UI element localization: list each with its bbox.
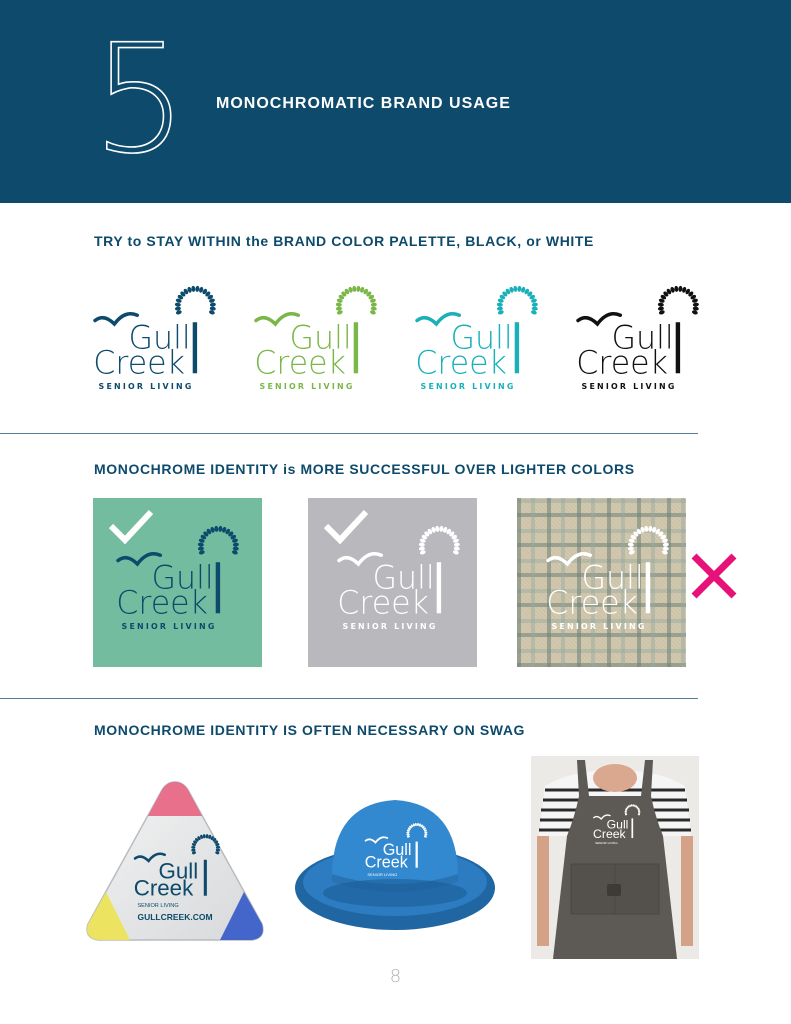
logo-word-creek: Creek bbox=[364, 853, 408, 872]
header-band bbox=[0, 0, 791, 203]
logo-word-creek: Creek bbox=[116, 585, 208, 622]
logo-on-gray bbox=[332, 520, 472, 650]
logo-teal bbox=[410, 280, 550, 410]
logo-word-creek: Creek bbox=[254, 345, 346, 382]
logo-tagline: SENIOR LIVING bbox=[551, 622, 647, 632]
highlighter-url: GULLCREEK.COM bbox=[137, 912, 213, 922]
example-gray-background bbox=[308, 498, 477, 667]
logo-word-creek: Creek bbox=[546, 585, 638, 622]
logo-word-gull: Gull bbox=[289, 320, 352, 357]
logo-tagline: SENIOR LIVING bbox=[121, 622, 217, 632]
logo-navy bbox=[88, 280, 228, 410]
highlighter-image bbox=[80, 778, 270, 946]
logo-word-gull: Gull bbox=[158, 858, 199, 884]
section-title-swag: MONOCHROME IDENTITY IS OFTEN NECESSARY ON SWAG bbox=[94, 722, 526, 738]
page-title: MONOCHROMATIC BRAND USAGE bbox=[216, 95, 511, 112]
logo-word-gull: Gull bbox=[372, 560, 435, 597]
logo-tagline: SENIOR LIVING bbox=[137, 902, 179, 909]
logo-word-creek: Creek bbox=[593, 827, 626, 842]
logo-word-gull: Gull bbox=[581, 560, 644, 597]
logo-word-creek: Creek bbox=[93, 345, 185, 382]
logo-tagline: SENIOR LIVING bbox=[420, 382, 516, 392]
logo-on-plaid bbox=[541, 520, 681, 650]
logo-word-gull: Gull bbox=[128, 320, 191, 357]
logo-tagline: SENIOR LIVING bbox=[98, 382, 194, 392]
logo-word-gull: Gull bbox=[606, 817, 629, 832]
bucket-hat-image bbox=[290, 790, 500, 940]
logo-word-creek: Creek bbox=[133, 875, 194, 901]
logo-word-gull: Gull bbox=[450, 320, 513, 357]
logo-word-creek: Creek bbox=[576, 345, 668, 382]
divider bbox=[0, 698, 698, 699]
logo-word-gull: Gull bbox=[611, 320, 674, 357]
logo-tagline: SENIOR LIVING bbox=[595, 841, 618, 846]
example-plaid-background bbox=[517, 498, 686, 667]
logo-tagline: SENIOR LIVING bbox=[259, 382, 355, 392]
logo-word-creek: Creek bbox=[337, 585, 429, 622]
divider bbox=[0, 433, 698, 434]
apron-image bbox=[531, 756, 699, 959]
logo-tagline: SENIOR LIVING bbox=[342, 622, 438, 632]
example-teal-background bbox=[93, 498, 262, 667]
section-title-palette: TRY to STAY WITHIN the BRAND COLOR PALETTE, BLACK, or WHITE bbox=[94, 233, 594, 249]
logo-word-gull: Gull bbox=[151, 560, 214, 597]
logo-tagline: SENIOR LIVING bbox=[581, 382, 677, 392]
logo-on-teal bbox=[111, 520, 251, 650]
page-number: 8 bbox=[389, 966, 402, 987]
logo-tagline: SENIOR LIVING bbox=[367, 871, 398, 877]
logo-green bbox=[249, 280, 389, 410]
logo-word-gull: Gull bbox=[382, 841, 412, 860]
x-mark-icon bbox=[690, 552, 738, 600]
logo-word-creek: Creek bbox=[415, 345, 507, 382]
section-title-backgrounds: MONOCHROME IDENTITY is MORE SUCCESSFUL OVER LIGHTER COLORS bbox=[94, 461, 635, 477]
section-number: 5 bbox=[92, 13, 188, 187]
logo-black bbox=[571, 280, 711, 410]
